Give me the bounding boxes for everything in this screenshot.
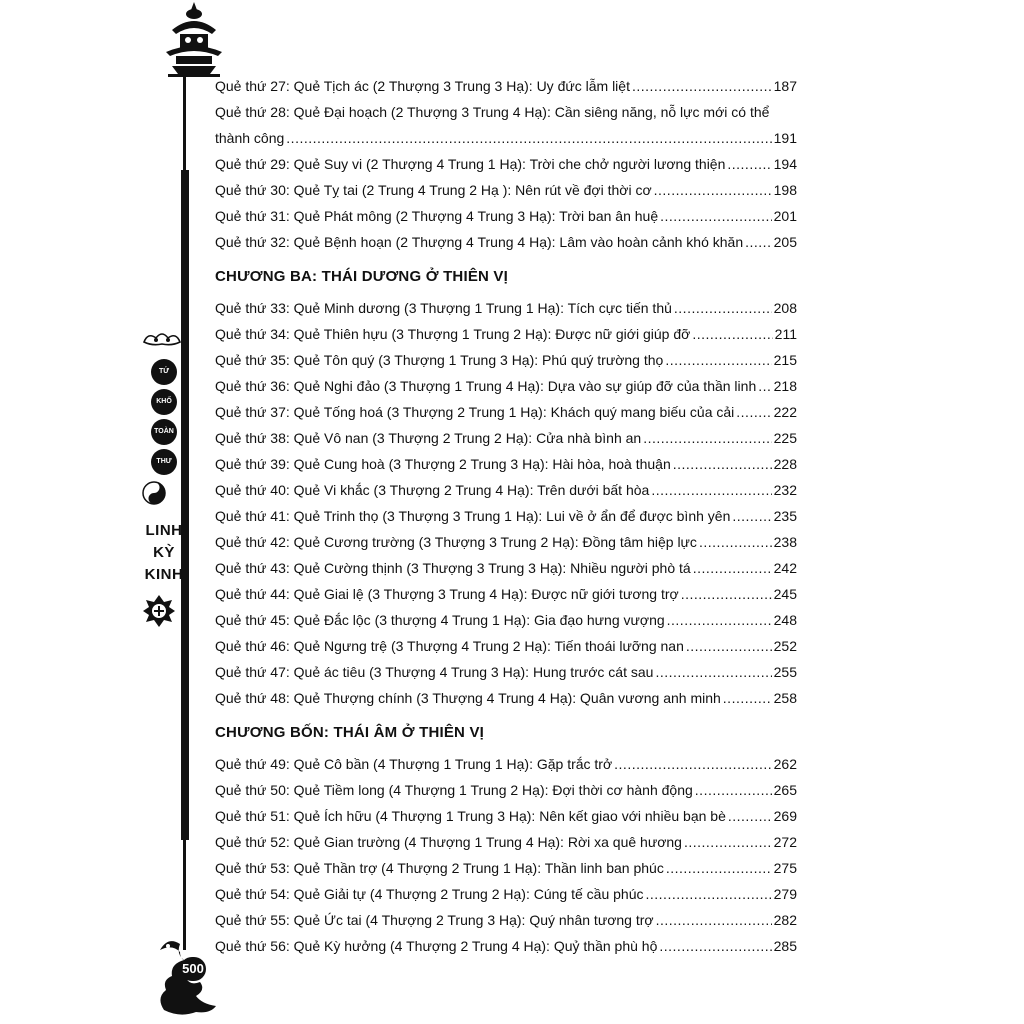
toc-entry [215,347,797,373]
leader-dots [736,399,771,425]
toc-entry-page: 201 [773,208,797,224]
toc-entry [215,373,797,399]
toc-entry-text: Quẻ thứ 34: Quẻ Thiên hựu (3 Thượng 1 Trung 2 Hạ): Được nữ giới giúp đỡ [215,326,691,342]
series-circle: TOÀN [151,419,177,445]
toc-entry-page: 191 [773,130,797,146]
toc-entry-text: Quẻ thứ 46: Quẻ Ngưng trệ (3 Thượng 4 Trung 2 Hạ): Tiến thoái lưỡng nan [215,638,684,654]
toc-entry [215,177,797,203]
toc-entry-text: thành công [215,130,285,146]
toc-entry-page: 258 [773,690,797,706]
yin-yang-icon [142,481,166,505]
leader-dots [651,477,771,503]
toc-entry-text: Quẻ thứ 35: Quẻ Tôn quý (3 Thượng 1 Trung 3 Hạ): Phú quý trường thọ [215,352,664,368]
series-circle: TỨ [151,359,177,385]
compass-ornament-icon [142,594,176,628]
toc-entry-text: Quẻ thứ 54: Quẻ Giải tự (4 Thượng 2 Trung 2 Hạ): Cúng tế cầu phúc [215,886,644,902]
toc-entry [215,321,797,347]
toc-entry [215,125,797,151]
toc-entry-page: 187 [773,78,797,94]
toc-entry-text: Quẻ thứ 51: Quẻ Ích hữu (4 Thượng 1 Trung 3 Hạ): Nên kết giao với nhiều bạn bè [215,808,726,824]
toc-entry-text: Quẻ thứ 36: Quẻ Nghi đảo (3 Thượng 1 Trung 4 Hạ): Dựa vào sự giúp đỡ của thần linh [215,378,757,394]
sidebar-book-title [142,330,186,633]
toc-entry [215,803,797,829]
toc-entry [215,503,797,529]
toc-entry-page: 272 [773,834,797,850]
toc-entry-page: 238 [773,534,797,550]
toc-entry-page: 269 [773,808,797,824]
chapter-heading: CHƯƠNG BỐN: THÁI ÂM Ở THIÊN VỊ [215,724,485,741]
leader-dots [681,581,772,607]
toc-entry-page: 242 [773,560,797,576]
leader-dots [686,633,772,659]
leader-dots [727,151,771,177]
leader-dots [693,555,772,581]
toc-entry-page: 222 [773,404,797,420]
toc-entry [215,73,797,99]
toc-entry [215,477,797,503]
toc-entry-text: Quẻ thứ 48: Quẻ Thượng chính (3 Thượng 4 Trung 4 Hạ): Quân vương anh minh [215,690,721,706]
toc-entry [215,151,797,177]
toc-entry-text: Quẻ thứ 30: Quẻ Tỵ tai (2 Trung 4 Trung 2 Hạ ): Nên rút về đợi thời cơ [215,182,652,198]
leader-dots [614,751,771,777]
leader-dots [695,777,772,803]
page-number: 500 [180,957,206,981]
toc-entry [215,451,797,477]
toc-entry [215,855,797,881]
toc-entry [215,425,797,451]
toc-entry-text: Quẻ thứ 39: Quẻ Cung hoà (3 Thượng 2 Trung 3 Hạ): Hài hòa, hoà thuận [215,456,671,472]
pagoda-emblem-icon [158,0,230,80]
series-circle: KHỐ [151,389,177,415]
toc-entry-text: Quẻ thứ 37: Quẻ Tống hoá (3 Thượng 2 Trung 1 Hạ): Khách quý mang biếu của cải [215,404,735,420]
toc-entry-text: Quẻ thứ 45: Quẻ Đắc lộc (3 thượng 4 Trung 1 Hạ): Gia đạo hưng vượng [215,612,665,628]
toc-entry-page: 235 [773,508,797,524]
series-circle: THƯ [151,449,177,475]
toc-entry-text: Quẻ thứ 44: Quẻ Giai lệ (3 Thượng 3 Trung 4 Hạ): Được nữ giới tương trợ [215,586,679,602]
toc-entry-page: 245 [773,586,797,602]
leader-dots [660,203,772,229]
leader-dots [656,907,772,933]
leader-dots [674,295,772,321]
leader-dots [286,125,771,151]
leader-dots [643,425,771,451]
leader-dots [699,529,772,555]
toc-entry-text: Quẻ thứ 31: Quẻ Phát mông (2 Thượng 4 Trung 3 Hạ): Trời ban ân huệ [215,208,659,224]
leader-dots [654,177,772,203]
leader-dots [758,373,771,399]
leader-dots [655,659,771,685]
toc-entry-text: Quẻ thứ 41: Quẻ Trinh thọ (3 Thượng 3 Trung 1 Hạ): Lui về ở ẩn để được bình yên [215,508,731,524]
toc-entry-text: Quẻ thứ 29: Quẻ Suy vi (2 Thượng 4 Trung 1 Hạ): Trời che chở người lương thiện [215,156,726,172]
toc-entry-page: 218 [773,378,797,394]
toc-entry-page: 248 [773,612,797,628]
toc-entry-text: Quẻ thứ 52: Quẻ Gian trường (4 Thượng 1 Trung 4 Hạ): Rời xa quê hương [215,834,682,850]
toc-entry-page: 205 [773,234,797,250]
toc-entry [215,829,797,855]
toc-entry-text: Quẻ thứ 50: Quẻ Tiềm long (4 Thượng 1 Trung 2 Hạ): Đợi thời cơ hành động [215,782,693,798]
cloud-ornament-icon [142,330,182,348]
toc-entry [215,581,797,607]
toc-entry-page: 262 [773,756,797,772]
leader-dots [665,347,771,373]
toc-entry-text: Quẻ thứ 47: Quẻ ác tiêu (3 Thượng 4 Trung 3 Hạ): Hung trước cát sau [215,664,654,680]
toc-entry-page: 198 [773,182,797,198]
toc-entry [215,933,797,959]
leader-dots [646,881,772,907]
toc-entry [215,685,797,711]
toc-entry-page: 225 [773,430,797,446]
side-title-line: LINH [145,522,183,539]
leader-dots [732,503,771,529]
toc-entry-page: 275 [773,860,797,876]
toc-entry-text: Quẻ thứ 33: Quẻ Minh dương (3 Thượng 1 Trung 1 Hạ): Tích cực tiến thủ [215,300,672,316]
toc-entry [215,229,797,255]
leader-dots [632,73,772,99]
toc-entry-text: Quẻ thứ 27: Quẻ Tịch ác (2 Thượng 3 Trung 3 Hạ): Uy đức lẫm liệt [215,78,630,94]
toc-entry [215,555,797,581]
toc-entry-page: 232 [773,482,797,498]
leader-dots [659,933,771,959]
toc-entry-text: Quẻ thứ 55: Quẻ Ức tai (4 Thượng 2 Trung 3 Hạ): Quý nhân tương trợ [215,912,654,928]
toc-entry-page: 255 [773,664,797,680]
leader-dots [692,321,772,347]
toc-entry-page: 208 [773,300,797,316]
toc-entry [215,881,797,907]
leader-dots [723,685,772,711]
toc-entry [215,633,797,659]
toc-entry [215,907,797,933]
table-of-contents [215,73,797,959]
toc-entry-text: Quẻ thứ 40: Quẻ Vi khắc (3 Thượng 2 Trung 4 Hạ): Trên dưới bất hòa [215,482,650,498]
toc-entry-page: 228 [773,456,797,472]
toc-entry-page: 279 [773,886,797,902]
toc-entry-text: Quẻ thứ 38: Quẻ Vô nan (3 Thượng 2 Trung 2 Hạ): Cửa nhà bình an [215,430,642,446]
toc-entry-page: 211 [774,326,797,342]
leader-dots [667,607,772,633]
toc-entry-text: Quẻ thứ 56: Quẻ Kỳ hưởng (4 Thượng 2 Trung 4 Hạ): Quỷ thần phù hộ [215,938,658,954]
side-title-line: KINH [144,566,184,583]
toc-entry [215,295,797,321]
leader-dots [673,451,772,477]
toc-entry-text: Quẻ thứ 32: Quẻ Bệnh hoạn (2 Thượng 4 Trung 4 Hạ): Lâm vào hoàn cảnh khó khăn [215,234,744,250]
toc-entry-page: 265 [773,782,797,798]
toc-entry-text: Quẻ thứ 42: Quẻ Cương trường (3 Thượng 3 Trung 2 Hạ): Đồng tâm hiệp lực [215,534,697,550]
leader-dots [728,803,772,829]
toc-entry [215,399,797,425]
leader-dots [684,829,772,855]
toc-entry [215,777,797,803]
toc-entry-page: 194 [773,156,797,172]
toc-entry-text: Quẻ thứ 49: Quẻ Cô bần (4 Thượng 1 Trung 1 Hạ): Gặp trắc trở [215,756,613,772]
toc-entry-page: 252 [773,638,797,654]
toc-entry [215,607,797,633]
toc-entry-page: 215 [773,352,797,368]
toc-entry-page: 285 [773,938,797,954]
side-title-line: KỲ [153,544,175,561]
toc-entry [215,529,797,555]
toc-entry-line1: Quẻ thứ 28: Quẻ Đại hoạch (2 Thượng 3 Trung 4 Hạ): Cần siêng năng, nỗ lực mới có thể [215,104,770,120]
leader-dots [745,229,772,255]
chapter-heading: CHƯƠNG BA: THÁI DƯƠNG Ở THIÊN VỊ [215,268,509,285]
toc-entry-text: Quẻ thứ 53: Quẻ Thần trợ (4 Thượng 2 Trung 1 Hạ): Thần linh ban phúc [215,860,664,876]
toc-entry [215,659,797,685]
toc-entry [215,751,797,777]
toc-entry-page: 282 [773,912,797,928]
toc-entry-text: Quẻ thứ 43: Quẻ Cường thịnh (3 Thượng 3 Trung 3 Hạ): Nhiều người phò tá [215,560,691,576]
toc-entry [215,203,797,229]
leader-dots [666,855,772,881]
